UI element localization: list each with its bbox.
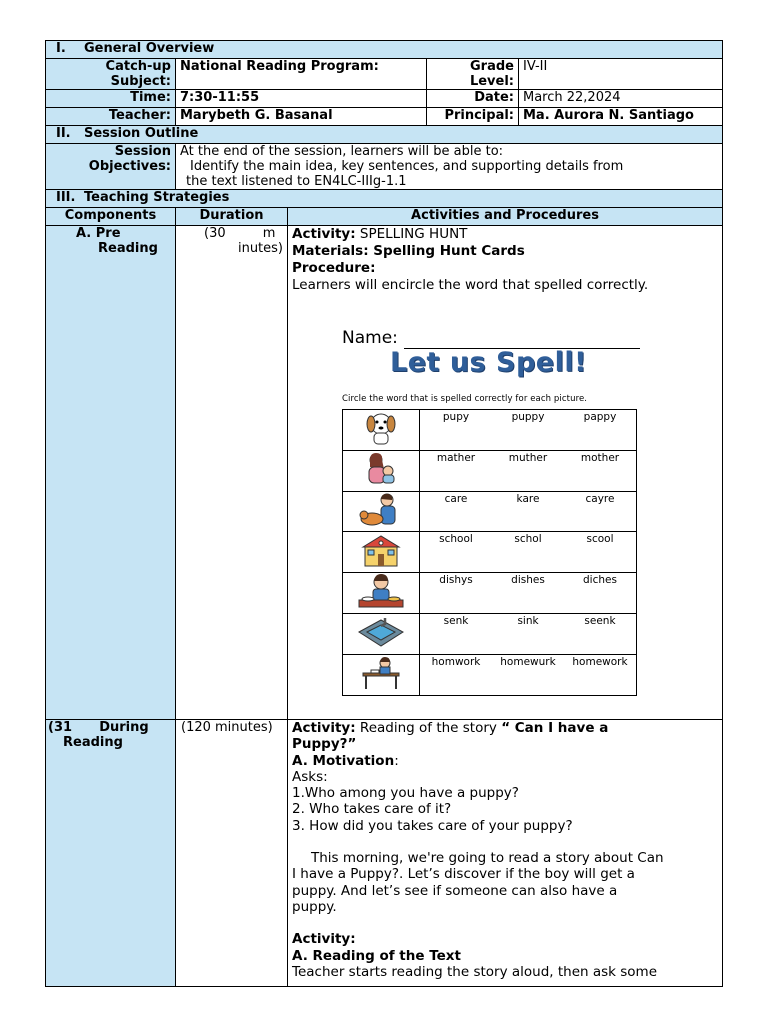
row-time-date — [46, 90, 723, 108]
word-option[interactable]: care — [444, 492, 468, 505]
reading-label: A. Reading of the Text — [292, 947, 461, 964]
pre-reading-activity — [292, 226, 718, 243]
word-option[interactable]: homwork — [431, 655, 481, 668]
homework-icon — [343, 654, 420, 695]
procedure-text: Learners will encircle the word that spelled correctly. — [292, 277, 649, 293]
col-activities: Activities and Procedures — [288, 208, 723, 226]
dishes-icon — [343, 573, 420, 614]
col-duration: Duration — [176, 208, 288, 226]
pre-reading-component — [46, 226, 176, 720]
procedure-label: Procedure: — [292, 260, 376, 276]
section-title: Session Outline — [84, 126, 199, 141]
word-option[interactable]: pappy — [583, 411, 617, 423]
word-option[interactable]: homewurk — [500, 655, 556, 668]
strategies-header-row — [46, 208, 723, 226]
principal-label: Principal: — [427, 108, 519, 126]
story-title-1: “ Can I have a — [501, 720, 609, 736]
section-number: I. — [56, 41, 66, 56]
objectives-label-line2: Objectives: — [88, 159, 171, 174]
date-label: Date: — [427, 90, 519, 108]
spelling-row — [343, 613, 637, 654]
word-option[interactable]: puppy — [511, 411, 545, 423]
teacher-value: Marybeth G. Basanal — [176, 108, 427, 126]
col-components: Components — [46, 208, 176, 226]
section-number: III. — [56, 190, 76, 205]
section-teaching-strategies — [46, 190, 723, 208]
pre-reading-label-1: A. Pre — [76, 226, 121, 241]
pre-reading-duration-2: inutes) — [237, 241, 283, 256]
word-option[interactable]: kare — [516, 492, 540, 505]
worksheet-name-label: Name: — [342, 328, 398, 348]
objectives-label-line1: Session — [114, 144, 171, 159]
time-label: Time: — [46, 90, 176, 108]
during-activity-line — [292, 720, 718, 736]
pre-reading-label-2: Reading — [98, 241, 158, 256]
objectives-line-3: the text listened to EN4LC-IIIg-1.1 — [186, 174, 407, 189]
spelling-row — [343, 491, 637, 532]
care-icon — [343, 491, 420, 532]
section-general-overview — [46, 41, 723, 59]
worksheet-instructions: Circle the word that is spelled correctly for each picture. — [342, 394, 588, 404]
reading-text: Teacher starts reading the story aloud, then ask some — [292, 963, 658, 980]
pre-reading-duration — [176, 226, 288, 720]
word-option[interactable]: diches — [583, 574, 617, 587]
row-during-reading — [46, 720, 723, 987]
catchup-value: National Reading Program: — [176, 59, 427, 90]
row-session-objectives — [46, 144, 723, 190]
story-title-2: Puppy?” — [292, 736, 357, 753]
during-reading-label-1: (31 During — [48, 720, 149, 735]
question-2: 2. Who takes care of it? — [292, 801, 452, 818]
row-catchup-grade — [46, 59, 723, 90]
spelling-row — [343, 654, 637, 695]
grade-value: IV-II — [519, 59, 723, 90]
word-option[interactable]: senk — [443, 614, 469, 627]
motivation-line — [292, 753, 718, 769]
word-option[interactable]: muther — [508, 451, 548, 464]
word-option[interactable]: schol — [514, 533, 542, 546]
spelling-worksheet — [342, 324, 640, 684]
word-option[interactable]: school — [439, 533, 473, 546]
paragraph-line-1: This morning, we're going to read a story about Can — [311, 850, 664, 867]
word-option[interactable]: mather — [436, 451, 476, 464]
spelling-row — [343, 532, 637, 573]
section-title: General Overview — [84, 41, 215, 56]
during-reading-activities — [288, 720, 723, 987]
word-option[interactable]: dishys — [439, 574, 473, 587]
question-3: 3. How did you takes care of your puppy? — [292, 817, 573, 834]
word-option[interactable]: sink — [517, 614, 539, 627]
principal-value: Ma. Aurora N. Santiago — [519, 108, 723, 126]
section-session-outline — [46, 126, 723, 144]
spelling-table — [342, 409, 637, 696]
word-option[interactable]: homework — [572, 655, 628, 668]
objectives-label — [46, 144, 176, 190]
during-reading-component — [46, 720, 176, 987]
school-icon — [343, 532, 420, 573]
section-number: II. — [56, 126, 71, 141]
lesson-plan-sheet — [45, 40, 722, 987]
pre-reading-duration-1: (30 m — [204, 226, 276, 241]
objectives-line-1: At the end of the session, learners will be able to: — [180, 144, 504, 159]
asks-label: Asks: — [292, 768, 328, 785]
mother-icon — [343, 450, 420, 491]
puppy-icon — [343, 410, 420, 451]
paragraph-line-2: I have a Puppy?. Let’s discover if the boy will get a — [292, 866, 635, 883]
spelling-row — [343, 573, 637, 614]
section-title: Teaching Strategies — [84, 190, 230, 205]
word-option[interactable]: pupy — [442, 411, 470, 423]
word-option[interactable]: mother — [580, 451, 620, 464]
spelling-row — [343, 450, 637, 491]
activity-text: Reading of the story — [359, 720, 497, 736]
catchup-label-line1: Catch-up — [105, 59, 171, 74]
pre-reading-activities — [288, 226, 723, 720]
catchup-label-line2: Subject: — [110, 74, 171, 89]
worksheet-title: Let us Spell! — [390, 347, 587, 378]
word-option[interactable]: seenk — [584, 614, 616, 627]
word-option[interactable]: cayre — [585, 492, 615, 505]
question-1: 1.Who among you have a puppy? — [292, 785, 519, 802]
word-option[interactable]: scool — [586, 533, 614, 546]
motivation-label: A. Motivation — [292, 752, 395, 769]
paragraph-line-3: puppy. And let’s see if someone can also have a — [292, 882, 618, 899]
paragraph-line-4: puppy. — [292, 898, 337, 915]
grade-label-line2: Level: — [469, 74, 514, 89]
sink-icon — [343, 613, 420, 654]
motivation-colon: : — [394, 752, 399, 769]
spelling-row — [343, 410, 637, 451]
objectives-line-2: Identify the main idea, key sentences, and supporting details from — [190, 159, 624, 174]
during-reading-label-2: Reading — [63, 735, 123, 750]
strategies-table — [45, 189, 723, 987]
materials-text: Materials: Spelling Hunt Cards — [292, 243, 525, 259]
activity-label: Activity: — [292, 720, 356, 736]
word-option[interactable]: dishes — [511, 574, 545, 587]
grade-label — [427, 59, 519, 90]
catchup-label — [46, 59, 176, 90]
time-value: 7:30-11:55 — [176, 90, 427, 108]
during-reading-duration: (120 minutes) — [176, 720, 288, 987]
date-value: March 22,2024 — [519, 90, 723, 108]
teacher-label: Teacher: — [46, 108, 176, 126]
activity-2-label: Activity: — [292, 931, 356, 948]
activity-label: Activity: — [292, 226, 356, 242]
grade-label-line1: Grade — [470, 59, 514, 74]
row-teacher-principal — [46, 108, 723, 126]
row-pre-reading — [46, 226, 723, 720]
activity-value: SPELLING HUNT — [359, 226, 468, 242]
objectives-text — [176, 144, 723, 190]
lesson-plan-table — [45, 40, 723, 190]
